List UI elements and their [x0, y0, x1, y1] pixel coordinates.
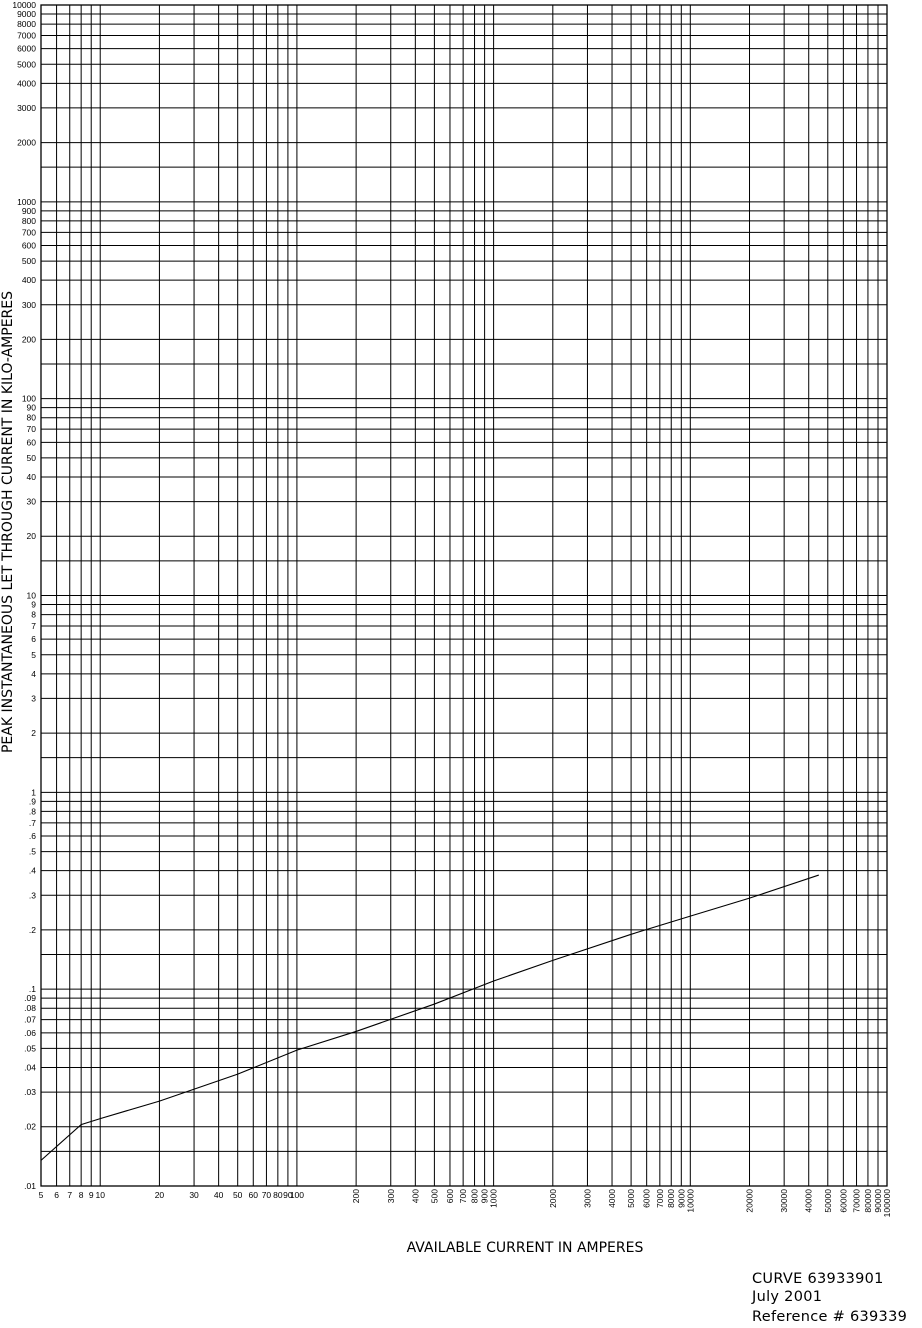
- x-tick-label: 400: [410, 1189, 421, 1204]
- x-tick-label: 50000: [822, 1189, 833, 1213]
- y-tick-label: 9000: [17, 9, 36, 20]
- x-tick-label: 7000: [654, 1189, 665, 1208]
- x-tick-label: 700: [458, 1189, 469, 1204]
- y-tick-label: 80: [26, 412, 36, 423]
- grid: [41, 5, 887, 1186]
- x-tick-label: 8000: [666, 1189, 677, 1208]
- x-tick-label: 9: [88, 1190, 94, 1200]
- y-tick-label: 5000: [17, 59, 36, 70]
- y-tick-label: 300: [21, 299, 36, 310]
- x-tick-label: 7: [67, 1190, 73, 1200]
- x-tick-label: 70000: [851, 1189, 862, 1213]
- x-tick-label: 1000: [488, 1189, 499, 1208]
- x-tick-label: 10000: [685, 1189, 696, 1213]
- x-tick-label: 40000: [803, 1189, 814, 1213]
- y-tick-label: 5: [31, 649, 36, 660]
- x-tick-label: 30: [189, 1190, 199, 1200]
- x-tick-label: 100000: [882, 1189, 892, 1218]
- curve-number: CURVE 63933901: [752, 1271, 884, 1287]
- y-tick-label: .8: [28, 806, 36, 817]
- y-tick-label: .03: [24, 1087, 36, 1098]
- y-tick-label: 90: [26, 402, 36, 413]
- x-tick-label: 60: [248, 1190, 259, 1200]
- y-tick-label: .3: [28, 890, 36, 901]
- x-tick-label: 30000: [779, 1189, 790, 1213]
- y-tick-label: .09: [24, 993, 36, 1004]
- y-tick-label: .04: [24, 1062, 36, 1073]
- y-tick-label: .1: [28, 984, 36, 995]
- x-tick-label: 50: [232, 1190, 243, 1200]
- y-tick-label: 400: [21, 275, 36, 286]
- x-tick-label: 80: [273, 1190, 283, 1200]
- y-tick-label: 40: [26, 471, 36, 482]
- y-tick-label: .01: [24, 1181, 36, 1191]
- x-tick-label: 6: [54, 1190, 59, 1200]
- series-line-group: [41, 875, 819, 1160]
- y-tick-label: 6: [31, 634, 36, 645]
- x-tick-label: 10: [95, 1190, 105, 1200]
- y-tick-label: .06: [24, 1027, 36, 1038]
- x-tick-label: 9000: [676, 1189, 687, 1208]
- y-tick-label: 6000: [17, 43, 36, 54]
- y-tick-label: 500: [21, 256, 36, 267]
- y-tick-label: 30: [26, 496, 36, 507]
- y-tick-label: 3000: [17, 102, 36, 113]
- y-tick-label: 8: [31, 609, 36, 620]
- x-tick-label: 500: [429, 1189, 440, 1204]
- x-tick-label: 900: [479, 1189, 490, 1204]
- y-tick-label: .5: [28, 846, 36, 857]
- x-tick-label: 3000: [582, 1189, 593, 1208]
- y-tick-label: 8000: [17, 19, 36, 30]
- y-tick-label: 10: [26, 590, 36, 601]
- x-axis-title: AVAILABLE CURRENT IN AMPERES: [406, 1240, 644, 1256]
- y-axis-title: PEAK INSTANTANEOUS LET THROUGH CURRENT IN KILO-AMPERES: [0, 290, 16, 754]
- y-tick-label: 2000: [17, 137, 36, 148]
- y-tick-label: .2: [28, 924, 36, 935]
- x-tick-label: 40: [213, 1190, 224, 1200]
- x-tick-label: 90: [283, 1190, 293, 1200]
- curve-date: July 2001: [752, 1289, 823, 1305]
- series-line: [41, 875, 819, 1160]
- x-tick-label: 5: [38, 1190, 44, 1200]
- x-tick-label: 20: [154, 1190, 165, 1200]
- y-tick-label: 100: [21, 393, 36, 404]
- y-tick-label: .6: [28, 831, 36, 842]
- x-tick-label: 8: [78, 1190, 84, 1200]
- y-tick-label: 2: [31, 728, 36, 739]
- y-tick-label: 60: [26, 437, 36, 448]
- y-tick-label: .02: [24, 1121, 36, 1132]
- x-tick-label: 6000: [641, 1189, 652, 1208]
- y-tick-label: 7: [31, 620, 36, 631]
- x-tick-label: 600: [444, 1189, 455, 1204]
- x-tick-label: 60000: [838, 1189, 849, 1213]
- y-tick-label: 200: [21, 334, 36, 345]
- x-tick-label: 100: [289, 1190, 305, 1200]
- y-tick-label: 1: [31, 787, 36, 798]
- y-tick-label: 10000: [12, 0, 36, 10]
- y-tick-label: 7000: [17, 30, 36, 41]
- x-tick-label: 80000: [862, 1189, 873, 1213]
- y-tick-label: 70: [26, 424, 36, 435]
- x-tick-labels: [39, 1189, 892, 1218]
- x-tick-label: 200: [351, 1189, 362, 1204]
- x-tick-label: 5000: [626, 1189, 637, 1208]
- y-tick-label: 1000: [17, 196, 36, 207]
- x-tick-label: 300: [385, 1189, 396, 1204]
- y-tick-label: .05: [24, 1043, 36, 1054]
- y-tick-label: .9: [28, 796, 36, 807]
- x-tick-label: 2000: [547, 1189, 558, 1208]
- y-tick-label: 20: [26, 531, 36, 542]
- x-tick-label: 800: [469, 1189, 480, 1204]
- x-tick-label: 20000: [744, 1189, 755, 1213]
- y-tick-label: .08: [24, 1003, 36, 1014]
- y-tick-label: 800: [21, 215, 36, 226]
- y-tick-label: 4: [31, 668, 36, 679]
- x-tick-label: 4000: [607, 1189, 618, 1208]
- y-tick-label: .4: [28, 865, 36, 876]
- y-tick-label: 3: [31, 693, 36, 704]
- x-tick-label: 90000: [872, 1189, 883, 1213]
- y-tick-label: 900: [21, 205, 36, 216]
- y-tick-label: .7: [28, 817, 36, 828]
- y-tick-label: 50: [26, 452, 36, 463]
- y-tick-label: 9: [31, 599, 36, 610]
- y-tick-label: .07: [24, 1014, 36, 1025]
- y-tick-label: 600: [21, 240, 36, 251]
- y-tick-label: 4000: [17, 78, 36, 89]
- reference-number: Reference # 639339: [752, 1309, 908, 1325]
- x-tick-label: 70: [261, 1190, 272, 1200]
- y-tick-label: 700: [21, 227, 36, 238]
